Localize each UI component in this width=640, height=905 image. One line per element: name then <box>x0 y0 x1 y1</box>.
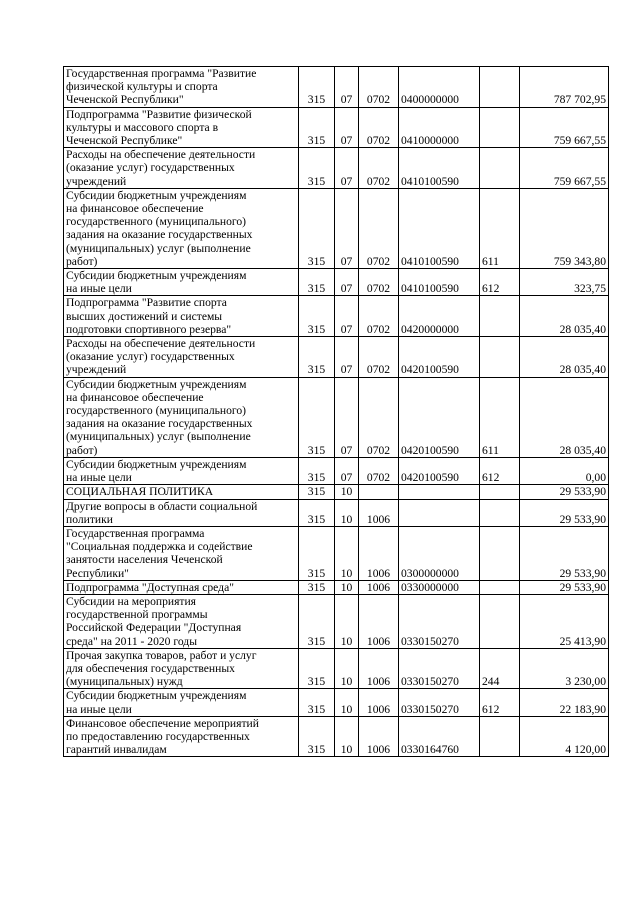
row-grbs-cell: 315 <box>299 457 335 484</box>
row-expense-type-cell: 612 <box>480 269 520 296</box>
row-target-article-cell: 0410100590 <box>399 269 480 296</box>
row-subsection-cell: 1006 <box>359 580 399 594</box>
row-amount-cell: 28 035,40 <box>520 337 609 378</box>
row-target-article-cell: 0420100590 <box>399 457 480 484</box>
row-target-article-cell: 0420000000 <box>399 296 480 337</box>
row-expense-type-cell: 244 <box>480 648 520 689</box>
row-target-article-cell: 0400000000 <box>399 67 480 108</box>
row-section-cell: 10 <box>335 485 359 499</box>
row-section-cell: 10 <box>335 716 359 757</box>
row-subsection-cell: 0702 <box>359 188 399 268</box>
row-name-cell: Субсидии бюджетным учреждениям на иные цели <box>64 457 299 484</box>
row-target-article-cell: 0410100590 <box>399 188 480 268</box>
row-target-article-cell: 0300000000 <box>399 526 480 580</box>
row-expense-type-cell <box>480 148 520 189</box>
row-expense-type-cell: 611 <box>480 188 520 268</box>
row-amount-cell: 25 413,90 <box>520 594 609 648</box>
table-row <box>64 377 609 457</box>
table-body <box>64 67 609 757</box>
row-expense-type-cell <box>480 107 520 148</box>
row-amount-cell: 759 343,80 <box>520 188 609 268</box>
row-grbs-cell: 315 <box>299 188 335 268</box>
row-grbs-cell: 315 <box>299 716 335 757</box>
table-row <box>64 716 609 757</box>
row-grbs-cell: 315 <box>299 648 335 689</box>
row-expense-type-cell: 612 <box>480 457 520 484</box>
row-name-cell: Подпрограмма "Развитие спорта высших достижений и системы подготовки спортивного резерва" <box>64 296 299 337</box>
row-amount-cell: 29 533,90 <box>520 485 609 499</box>
row-name-cell: Субсидии на мероприятия государственной программы Российской Федерации "Доступная среда" на 2011 - 2020 годы <box>64 594 299 648</box>
row-name-cell: Субсидии бюджетным учреждениям на иные цели <box>64 689 299 716</box>
row-name-cell: Подпрограмма "Доступная среда" <box>64 580 299 594</box>
row-section-cell: 07 <box>335 269 359 296</box>
row-subsection-cell: 0702 <box>359 148 399 189</box>
row-grbs-cell: 315 <box>299 377 335 457</box>
row-expense-type-cell <box>480 485 520 499</box>
row-name-cell: Другие вопросы в области социальной политики <box>64 499 299 526</box>
row-subsection-cell: 1006 <box>359 594 399 648</box>
row-name-cell: Государственная программа "Социальная поддержка и содействие занятости населения Чеченской Республики" <box>64 526 299 580</box>
row-expense-type-cell <box>480 296 520 337</box>
row-amount-cell: 29 533,90 <box>520 580 609 594</box>
row-subsection-cell: 1006 <box>359 526 399 580</box>
table-row <box>64 269 609 296</box>
row-amount-cell: 759 667,55 <box>520 148 609 189</box>
row-grbs-cell: 315 <box>299 580 335 594</box>
row-target-article-cell <box>399 485 480 499</box>
row-amount-cell: 28 035,40 <box>520 377 609 457</box>
table-row <box>64 485 609 499</box>
row-subsection-cell: 1006 <box>359 689 399 716</box>
row-grbs-cell: 315 <box>299 107 335 148</box>
table-row <box>64 337 609 378</box>
row-subsection-cell: 0702 <box>359 67 399 108</box>
row-name-cell: Субсидии бюджетным учреждениям на иные цели <box>64 269 299 296</box>
row-section-cell: 07 <box>335 457 359 484</box>
row-name-cell: Расходы на обеспечение деятельности (оказание услуг) государственных учреждений <box>64 337 299 378</box>
row-section-cell: 10 <box>335 526 359 580</box>
row-target-article-cell: 0420100590 <box>399 337 480 378</box>
row-amount-cell: 0,00 <box>520 457 609 484</box>
row-section-cell: 07 <box>335 67 359 108</box>
budget-table <box>63 66 609 757</box>
row-name-cell: Подпрограмма "Развитие физической культуры и массового спорта в Чеченской Республике" <box>64 107 299 148</box>
table-row <box>64 648 609 689</box>
row-section-cell: 07 <box>335 148 359 189</box>
row-subsection-cell: 1006 <box>359 499 399 526</box>
row-expense-type-cell: 611 <box>480 377 520 457</box>
table-row <box>64 188 609 268</box>
row-amount-cell: 323,75 <box>520 269 609 296</box>
table-row <box>64 296 609 337</box>
row-grbs-cell: 315 <box>299 296 335 337</box>
row-expense-type-cell <box>480 337 520 378</box>
row-name-cell: СОЦИАЛЬНАЯ ПОЛИТИКА <box>64 485 299 499</box>
row-expense-type-cell <box>480 580 520 594</box>
row-amount-cell: 28 035,40 <box>520 296 609 337</box>
row-name-cell: Государственная программа "Развитие физической культуры и спорта Чеченской Республики" <box>64 67 299 108</box>
row-subsection-cell: 1006 <box>359 716 399 757</box>
row-section-cell: 10 <box>335 648 359 689</box>
row-subsection-cell: 0702 <box>359 337 399 378</box>
row-expense-type-cell <box>480 716 520 757</box>
row-expense-type-cell <box>480 67 520 108</box>
row-amount-cell: 22 183,90 <box>520 689 609 716</box>
row-name-cell: Субсидии бюджетным учреждениям на финансовое обеспечение государственного (муниципального) задания на оказание государственных (муниципальных) услуг (выполнение работ) <box>64 188 299 268</box>
row-section-cell: 10 <box>335 580 359 594</box>
row-target-article-cell <box>399 499 480 526</box>
row-amount-cell: 4 120,00 <box>520 716 609 757</box>
row-grbs-cell: 315 <box>299 148 335 189</box>
table-row <box>64 107 609 148</box>
row-grbs-cell: 315 <box>299 67 335 108</box>
row-section-cell: 07 <box>335 296 359 337</box>
row-subsection-cell <box>359 485 399 499</box>
row-amount-cell: 29 533,90 <box>520 526 609 580</box>
row-subsection-cell: 1006 <box>359 648 399 689</box>
row-section-cell: 10 <box>335 594 359 648</box>
row-amount-cell: 759 667,55 <box>520 107 609 148</box>
row-target-article-cell: 0330164760 <box>399 716 480 757</box>
row-name-cell: Субсидии бюджетным учреждениям на финансовое обеспечение государственного (муниципального) задания на оказание государственных (муниципальных) услуг (выполнение работ) <box>64 377 299 457</box>
table-row <box>64 580 609 594</box>
row-grbs-cell: 315 <box>299 526 335 580</box>
row-subsection-cell: 0702 <box>359 377 399 457</box>
table-row <box>64 457 609 484</box>
row-name-cell: Финансовое обеспечение мероприятий по предоставлению государственных гарантий инвалидам <box>64 716 299 757</box>
row-target-article-cell: 0330150270 <box>399 689 480 716</box>
row-section-cell: 07 <box>335 107 359 148</box>
row-expense-type-cell <box>480 594 520 648</box>
table-row <box>64 526 609 580</box>
row-amount-cell: 3 230,00 <box>520 648 609 689</box>
row-subsection-cell: 0702 <box>359 457 399 484</box>
row-target-article-cell: 0410000000 <box>399 107 480 148</box>
table-row <box>64 689 609 716</box>
row-section-cell: 10 <box>335 689 359 716</box>
row-target-article-cell: 0330000000 <box>399 580 480 594</box>
table-row <box>64 594 609 648</box>
row-grbs-cell: 315 <box>299 594 335 648</box>
row-expense-type-cell: 612 <box>480 689 520 716</box>
row-subsection-cell: 0702 <box>359 296 399 337</box>
row-section-cell: 10 <box>335 499 359 526</box>
row-target-article-cell: 0410100590 <box>399 148 480 189</box>
row-section-cell: 07 <box>335 337 359 378</box>
row-expense-type-cell <box>480 526 520 580</box>
row-grbs-cell: 315 <box>299 689 335 716</box>
row-target-article-cell: 0330150270 <box>399 594 480 648</box>
table-row <box>64 499 609 526</box>
row-grbs-cell: 315 <box>299 337 335 378</box>
row-grbs-cell: 315 <box>299 485 335 499</box>
row-name-cell: Прочая закупка товаров, работ и услуг для обеспечения государственных (муниципальных) нужд <box>64 648 299 689</box>
row-amount-cell: 29 533,90 <box>520 499 609 526</box>
row-amount-cell: 787 702,95 <box>520 67 609 108</box>
table-row <box>64 148 609 189</box>
row-subsection-cell: 0702 <box>359 107 399 148</box>
row-subsection-cell: 0702 <box>359 269 399 296</box>
row-target-article-cell: 0420100590 <box>399 377 480 457</box>
row-expense-type-cell <box>480 499 520 526</box>
row-target-article-cell: 0330150270 <box>399 648 480 689</box>
row-section-cell: 07 <box>335 188 359 268</box>
table-row <box>64 67 609 108</box>
row-grbs-cell: 315 <box>299 269 335 296</box>
row-name-cell: Расходы на обеспечение деятельности (оказание услуг) государственных учреждений <box>64 148 299 189</box>
row-section-cell: 07 <box>335 377 359 457</box>
row-grbs-cell: 315 <box>299 499 335 526</box>
